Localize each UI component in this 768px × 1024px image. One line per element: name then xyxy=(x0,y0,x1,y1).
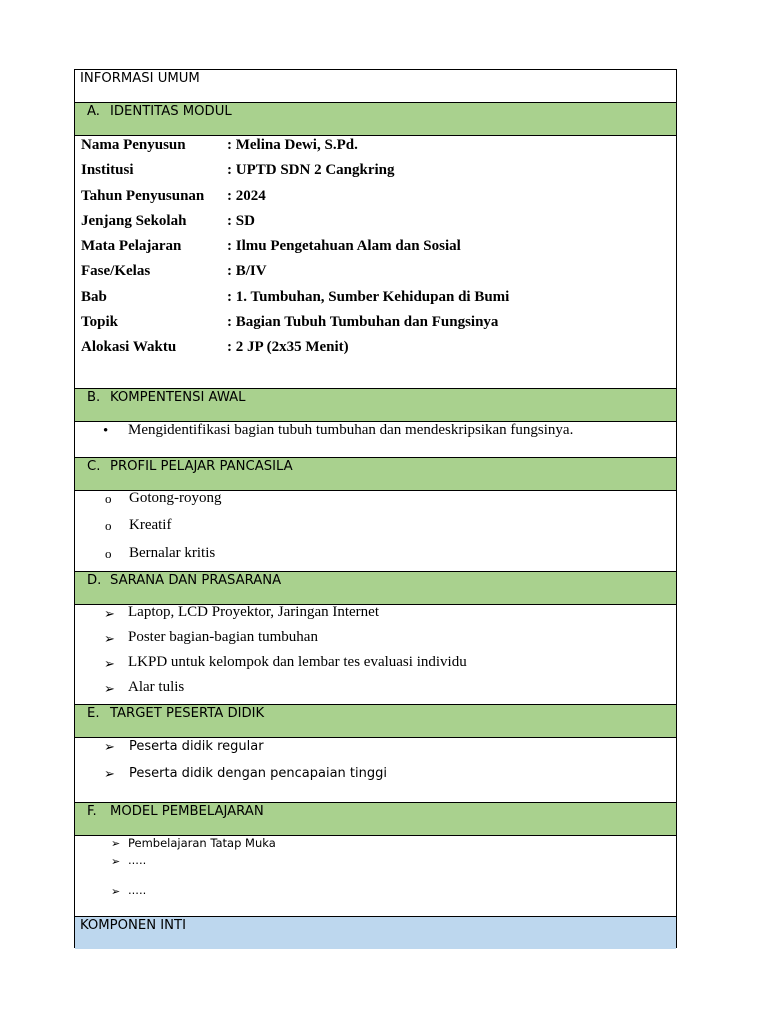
section-letter: E. xyxy=(87,706,100,721)
identitas-row-tahun xyxy=(81,188,266,205)
section-letter: F. xyxy=(87,804,97,819)
section-header-model-pembelajaran xyxy=(75,803,676,836)
section-header-informasi-umum xyxy=(75,70,676,103)
identitas-label: Bab xyxy=(81,289,107,305)
identitas-row-nama-penyusun xyxy=(81,137,358,154)
arrow-bullet-icon: ➢ xyxy=(104,631,115,646)
bullet-circle-icon: o xyxy=(105,546,112,561)
module-document xyxy=(74,69,677,948)
section-letter: B. xyxy=(87,390,101,405)
section-title: TARGET PESERTA DIDIK xyxy=(110,706,265,721)
identitas-row-topik xyxy=(81,314,498,331)
list-item: Kreatif xyxy=(129,517,172,533)
target-list xyxy=(75,738,676,803)
arrow-bullet-icon: ➢ xyxy=(104,740,115,755)
section-header-identitas-modul xyxy=(75,103,676,136)
bullet-circle-icon: o xyxy=(105,491,112,506)
list-item: Poster bagian-bagian tumbuhan xyxy=(128,629,318,645)
identitas-row-institusi xyxy=(81,162,395,179)
section-letter: C. xyxy=(87,459,101,474)
section-header-sarana-prasarana xyxy=(75,572,676,605)
list-item: ..... xyxy=(128,853,147,867)
list-item: LKPD untuk kelompok dan lembar tes evaluasi individu xyxy=(128,654,467,670)
identitas-label: Institusi xyxy=(81,162,134,178)
informasi-umum-title: INFORMASI UMUM xyxy=(80,71,200,86)
identitas-value: : 1. Tumbuhan, Sumber Kehidupan di Bumi xyxy=(227,289,510,305)
model-list xyxy=(75,836,676,917)
komponen-inti-title: KOMPONEN INTI xyxy=(80,918,186,933)
list-item: Pembelajaran Tatap Muka xyxy=(128,836,276,850)
identitas-label: Topik xyxy=(81,314,118,330)
list-item: Gotong-royong xyxy=(129,490,222,506)
section-letter: A. xyxy=(87,104,100,119)
bullet-circle-icon: o xyxy=(105,518,112,533)
arrow-bullet-icon: ➢ xyxy=(111,885,121,898)
identitas-label: Mata Pelajaran xyxy=(81,238,182,254)
identitas-label: Nama Penyusun xyxy=(81,137,186,153)
arrow-bullet-icon: ➢ xyxy=(111,855,121,868)
identitas-row-bab xyxy=(81,289,509,306)
list-item: Peserta didik regular xyxy=(129,739,264,754)
identitas-value: : 2 JP (2x35 Menit) xyxy=(227,339,349,355)
arrow-bullet-icon: ➢ xyxy=(104,656,115,671)
profil-list xyxy=(75,491,676,572)
arrow-bullet-icon: ➢ xyxy=(104,767,115,782)
kompetensi-list xyxy=(75,422,676,458)
section-header-target-peserta xyxy=(75,705,676,738)
identitas-value: : Ilmu Pengetahuan Alam dan Sosial xyxy=(227,238,461,254)
identitas-value: : 2024 xyxy=(227,188,266,204)
identitas-label: Fase/Kelas xyxy=(81,263,151,279)
section-title: MODEL PEMBELAJARAN xyxy=(110,804,264,819)
identitas-block xyxy=(75,136,676,389)
section-header-komponen-inti xyxy=(75,917,676,949)
identitas-row-mapel xyxy=(81,238,461,255)
section-letter: D. xyxy=(87,573,102,588)
identitas-label: Tahun Penyusunan xyxy=(81,188,205,204)
section-title: SARANA DAN PRASARANA xyxy=(110,573,282,588)
list-item: ..... xyxy=(128,883,147,897)
identitas-value: : B/IV xyxy=(227,263,267,279)
arrow-bullet-icon: ➢ xyxy=(104,606,115,621)
identitas-row-fase xyxy=(81,263,267,280)
identitas-row-jenjang xyxy=(81,213,255,230)
identitas-label: Jenjang Sekolah xyxy=(81,213,187,229)
bullet-dot-icon: • xyxy=(103,423,109,439)
arrow-bullet-icon: ➢ xyxy=(104,681,115,696)
identitas-value: : SD xyxy=(227,213,255,229)
sarana-list xyxy=(75,605,676,705)
list-item: Alar tulis xyxy=(128,679,185,695)
identitas-row-alokasi xyxy=(81,339,349,356)
section-header-profil-pancasila xyxy=(75,458,676,491)
list-item: Peserta didik dengan pencapaian tinggi xyxy=(129,766,387,781)
section-header-kompetensi-awal xyxy=(75,389,676,422)
list-item: Mengidentifikasi bagian tubuh tumbuhan dan mendeskripsikan fungsinya. xyxy=(128,422,574,438)
identitas-label: Alokasi Waktu xyxy=(81,339,177,355)
list-item: Laptop, LCD Proyektor, Jaringan Internet xyxy=(128,604,380,620)
section-title: KOMPENTENSI AWAL xyxy=(110,390,246,405)
list-item: Bernalar kritis xyxy=(129,545,216,561)
section-title: PROFIL PELAJAR PANCASILA xyxy=(110,459,293,474)
identitas-value: : UPTD SDN 2 Cangkring xyxy=(227,162,395,178)
identitas-value: : Bagian Tubuh Tumbuhan dan Fungsinya xyxy=(227,314,499,330)
section-title: IDENTITAS MODUL xyxy=(110,104,232,119)
arrow-bullet-icon: ➢ xyxy=(111,837,121,850)
identitas-value: : Melina Dewi, S.Pd. xyxy=(227,137,358,153)
